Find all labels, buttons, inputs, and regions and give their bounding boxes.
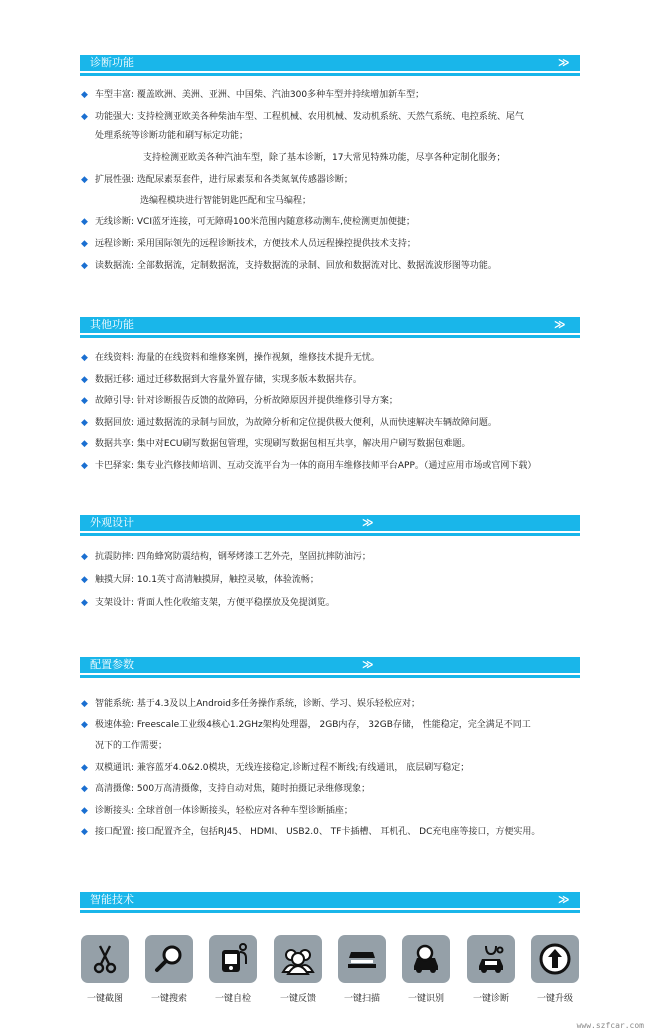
section-title: 外观设计: [90, 516, 134, 529]
bullet-icon: ◆: [81, 396, 88, 406]
list-item: ◆ 在线资料: 海量的在线资料和维修案例，操作视频，维修技术提升无忧。: [81, 353, 380, 363]
smart-feature-scan[interactable]: [338, 935, 386, 1004]
bullet-icon: ◆: [81, 806, 88, 816]
smart-feature-label: 一键诊断: [472, 994, 509, 1004]
section-header-config: [80, 657, 580, 679]
list-item: ◆ 远程诊断: 采用国际领先的远程诊断技术，方便技术人员远程操控提供技术支持；: [81, 239, 416, 249]
chevron-icon: ≫: [558, 893, 569, 906]
smart-feature-search[interactable]: [145, 935, 193, 1004]
chevron-icon: ≫: [362, 516, 373, 529]
list-item: ◆ 极速体验: Freescale工业级4核心1.2GHz架构处理器， 2GB内存， 32GB存储， 性能稳定，完全满足不同工: [81, 720, 531, 730]
section-header-diagnosis: [80, 55, 580, 77]
smart-feature-label: 一键升级: [536, 994, 573, 1004]
smart-feature-label: 一键截图: [86, 994, 123, 1004]
smart-feature-label: 一键扫描: [343, 994, 380, 1004]
bullet-icon: ◆: [81, 375, 88, 385]
section-title: 诊断功能: [90, 56, 134, 69]
bullet-icon: ◆: [81, 90, 88, 100]
list-item-continuation: 支持检测亚欧美各种汽油车型，除了基本诊断，17大常见特殊功能，尽享各种定制化服务；: [143, 153, 506, 163]
smart-feature-identify[interactable]: [402, 935, 450, 1004]
list-item: ◆ 功能强大: 支持检测亚欧美各种柴油车型、工程机械、农用机械、发动机系统、天然气系统、电控系统、尾气: [81, 112, 524, 122]
people-icon: [274, 935, 322, 983]
list-item: ◆ 无线诊断: VCI蓝牙连接，可无障碍100米范围内随意移动测车,使检测更加便捷；: [81, 217, 416, 227]
smart-feature-label: 一键搜索: [150, 994, 187, 1004]
smart-feature-screenshot[interactable]: [81, 935, 129, 1004]
bullet-icon: ◆: [81, 439, 88, 449]
bullet-icon: ◆: [81, 552, 88, 562]
bullet-icon: ◆: [81, 575, 88, 585]
chevron-icon: ≫: [558, 56, 569, 69]
smart-feature-upgrade[interactable]: [531, 935, 579, 1004]
list-item: ◆ 高清摄像: 500万高清摄像，支持自动对焦，随时拍摄记录维修现象；: [81, 784, 371, 794]
list-item-continuation: 选编程模块进行智能钥匙匹配和宝马编程；: [140, 196, 312, 206]
bullet-icon: ◆: [81, 239, 88, 249]
scissors-icon: [81, 935, 129, 983]
list-item: ◆ 接口配置: 接口配置齐全，包括RJ45、 HDMI、 USB2.0、 TF卡插槽、 耳机孔、 DC充电座等接口，方便实用。: [81, 827, 541, 837]
list-item: ◆ 卡巴驿家: 集专业汽修技师培训、互动交流平台为一体的商用车维修技师平台APP。（通过应用市场或官网下载）: [81, 461, 537, 471]
list-item: ◆ 支架设计: 背面人性化收缩支架，方便平稳摆放及免提浏览。: [81, 598, 335, 608]
smart-feature-label: 一键识别: [407, 994, 444, 1004]
section-title: 智能技术: [90, 893, 134, 906]
bullet-icon: ◆: [81, 353, 88, 363]
bullet-icon: ◆: [81, 217, 88, 227]
bullet-icon: ◆: [81, 699, 88, 709]
smart-feature-label: 一键自检: [214, 994, 251, 1004]
list-item: ◆ 数据迁移: 通过迁移数据到大容量外置存储，实现多版本数据共存。: [81, 375, 362, 385]
list-item-continuation: 况下的工作需要；: [95, 741, 168, 751]
smart-feature-feedback[interactable]: [274, 935, 322, 1004]
bullet-icon: ◆: [81, 598, 88, 608]
smart-feature-label: 一键反馈: [279, 994, 316, 1004]
list-item: ◆ 读数据流: 全部数据流，定制数据流，支持数据流的录制、回放和数据流对比、数据流波形图等功能。: [81, 261, 497, 271]
section-header-smart: [80, 892, 580, 914]
smart-feature-selfcheck[interactable]: [209, 935, 257, 1004]
section-title: 其他功能: [90, 318, 134, 331]
list-item: ◆ 车型丰富: 覆盖欧洲、美洲、亚洲、中国柴、汽油300多种车型并持续增加新车型；: [81, 90, 425, 100]
watermark: www.szfcar.com: [576, 1021, 644, 1030]
device-check-icon: [209, 935, 257, 983]
list-item: ◆ 数据共享: 集中对ECU刷写数据包管理，实现刷写数据包相互共享，解决用户刷写数据包难题。: [81, 439, 471, 449]
section-title: 配置参数: [90, 658, 134, 671]
smart-feature-diagnose[interactable]: [467, 935, 515, 1004]
scanner-icon: [338, 935, 386, 983]
list-item: ◆ 诊断接头: 全球首创一体诊断接头，轻松应对各种车型诊断插座；: [81, 806, 353, 816]
chevron-icon: ≫: [554, 318, 565, 331]
bullet-icon: ◆: [81, 784, 88, 794]
car-diagnose-icon: [467, 935, 515, 983]
list-item: ◆ 故障引导: 针对诊断报告反馈的故障码，分析故障原因并提供维修引导方案；: [81, 396, 398, 406]
list-item: ◆ 数据回放: 通过数据流的录制与回放，为故障分析和定位提供极大便利，从而快速解决车辆故障问题。: [81, 418, 497, 428]
bullet-icon: ◆: [81, 418, 88, 428]
bullet-icon: ◆: [81, 461, 88, 471]
bullet-icon: ◆: [81, 720, 88, 730]
list-item: ◆ 智能系统: 基于4.3及以上Android多任务操作系统，诊断、学习、娱乐轻松应对；: [81, 699, 421, 709]
upgrade-icon: [531, 935, 579, 983]
bullet-icon: ◆: [81, 763, 88, 773]
list-item: ◆ 双模通讯: 兼容蓝牙4.0&2.0模块，无线连接稳定,诊断过程不断线;有线通讯， 底层刷写稳定；: [81, 763, 470, 773]
section-header-design: [80, 515, 580, 537]
list-item: ◆ 扩展性强: 选配尿素泵套件，进行尿素泵和各类氮氧传感器诊断；: [81, 175, 353, 185]
bullet-icon: ◆: [81, 112, 88, 122]
bullet-icon: ◆: [81, 261, 88, 271]
list-item: ◆ 抗震防摔: 四角蜂窝防震结构，钢琴烤漆工艺外壳，坚固抗摔防油污；: [81, 552, 371, 562]
list-item-continuation: 处理系统等诊断功能和刷写标定功能；: [95, 131, 249, 141]
section-header-other: [80, 317, 580, 339]
list-item: ◆ 触摸大屏: 10.1英寸高清触摸屏，触控灵敏，体验流畅；: [81, 575, 319, 585]
magnifier-icon: [145, 935, 193, 983]
bullet-icon: ◆: [81, 175, 88, 185]
bullet-icon: ◆: [81, 827, 88, 837]
car-search-icon: [402, 935, 450, 983]
chevron-icon: ≫: [362, 658, 373, 671]
